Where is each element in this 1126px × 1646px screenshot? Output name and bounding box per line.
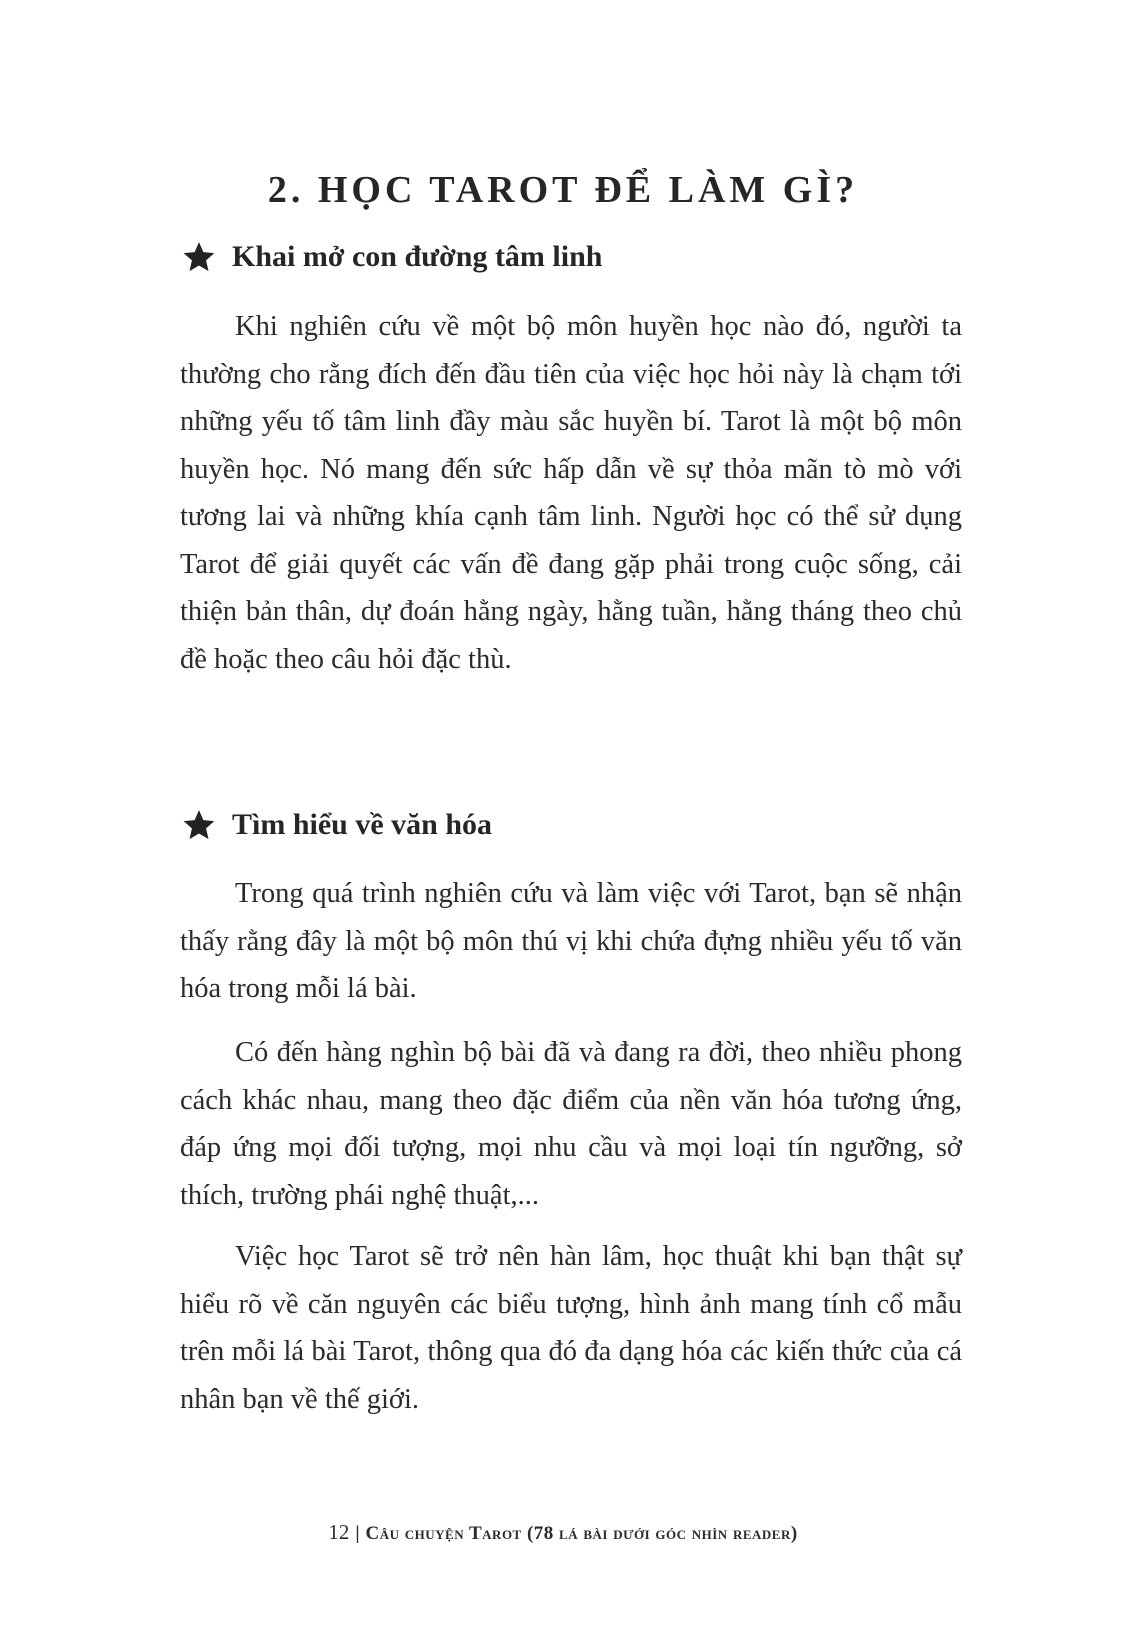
- section-heading-label: Tìm hiểu về văn hóa: [232, 808, 493, 841]
- section-heading-label: Khai mở con đường tâm linh: [232, 240, 603, 273]
- book-title: Câu chuyện Tarot (78 lá bài dưới góc nhìn reader): [365, 1523, 798, 1544]
- section-heading-spiritual: [182, 240, 602, 274]
- page-footer: [0, 1520, 1126, 1545]
- paragraph: Việc học Tarot sẽ trở nên hàn lâm, học thuật khi bạn thật sự hiểu rõ về căn nguyên các biểu tượng, hình ảnh mang tính cổ mẫu trên mỗi lá bài Tarot, thông qua đó đa dạng hóa các kiến thức của cá nhân bạn về thế giới.: [180, 1241, 962, 1415]
- chapter-title: 2. HỌC TAROT ĐỂ LÀM GÌ?: [267, 169, 859, 211]
- paragraph: Khi nghiên cứu về một bộ môn huyền học nào đó, người ta thường cho rằng đích đến đầu tiên của việc học hỏi này là chạm tới những yếu tố tâm linh đầy màu sắc huyền bí. Tarot là một bộ môn huyền học. Nó mang đến sức hấp dẫn về sự thỏa mãn tò mò với tương lai và những khía cạnh tâm linh. Người học có thể sử dụng Tarot để giải quyết các vấn đề đang gặp phải trong cuộc sống, cải thiện bản thân, dự đoán hằng ngày, hằng tuần, hằng tháng theo chủ đề hoặc theo câu hỏi đặc thù.: [180, 311, 962, 675]
- section-heading-culture: [182, 808, 492, 842]
- paragraph: Trong quá trình nghiên cứu và làm việc với Tarot, bạn sẽ nhận thấy rằng đây là một bộ môn thú vị khi chứa đựng nhiều yếu tố văn hóa trong mỗi lá bài.: [180, 878, 962, 1004]
- page-number: 12: [328, 1520, 350, 1544]
- footer-separator: |: [355, 1523, 360, 1544]
- paragraph: Có đến hàng nghìn bộ bài đã và đang ra đời, theo nhiều phong cách khác nhau, mang theo đặc điểm của nền văn hóa tương ứng, đáp ứng mọi đối tượng, mọi nhu cầu và mọi loại tín ngưỡng, sở thích, trường phái nghệ thuật,...: [180, 1037, 962, 1211]
- star-icon: [182, 808, 216, 842]
- star-icon: [182, 240, 216, 274]
